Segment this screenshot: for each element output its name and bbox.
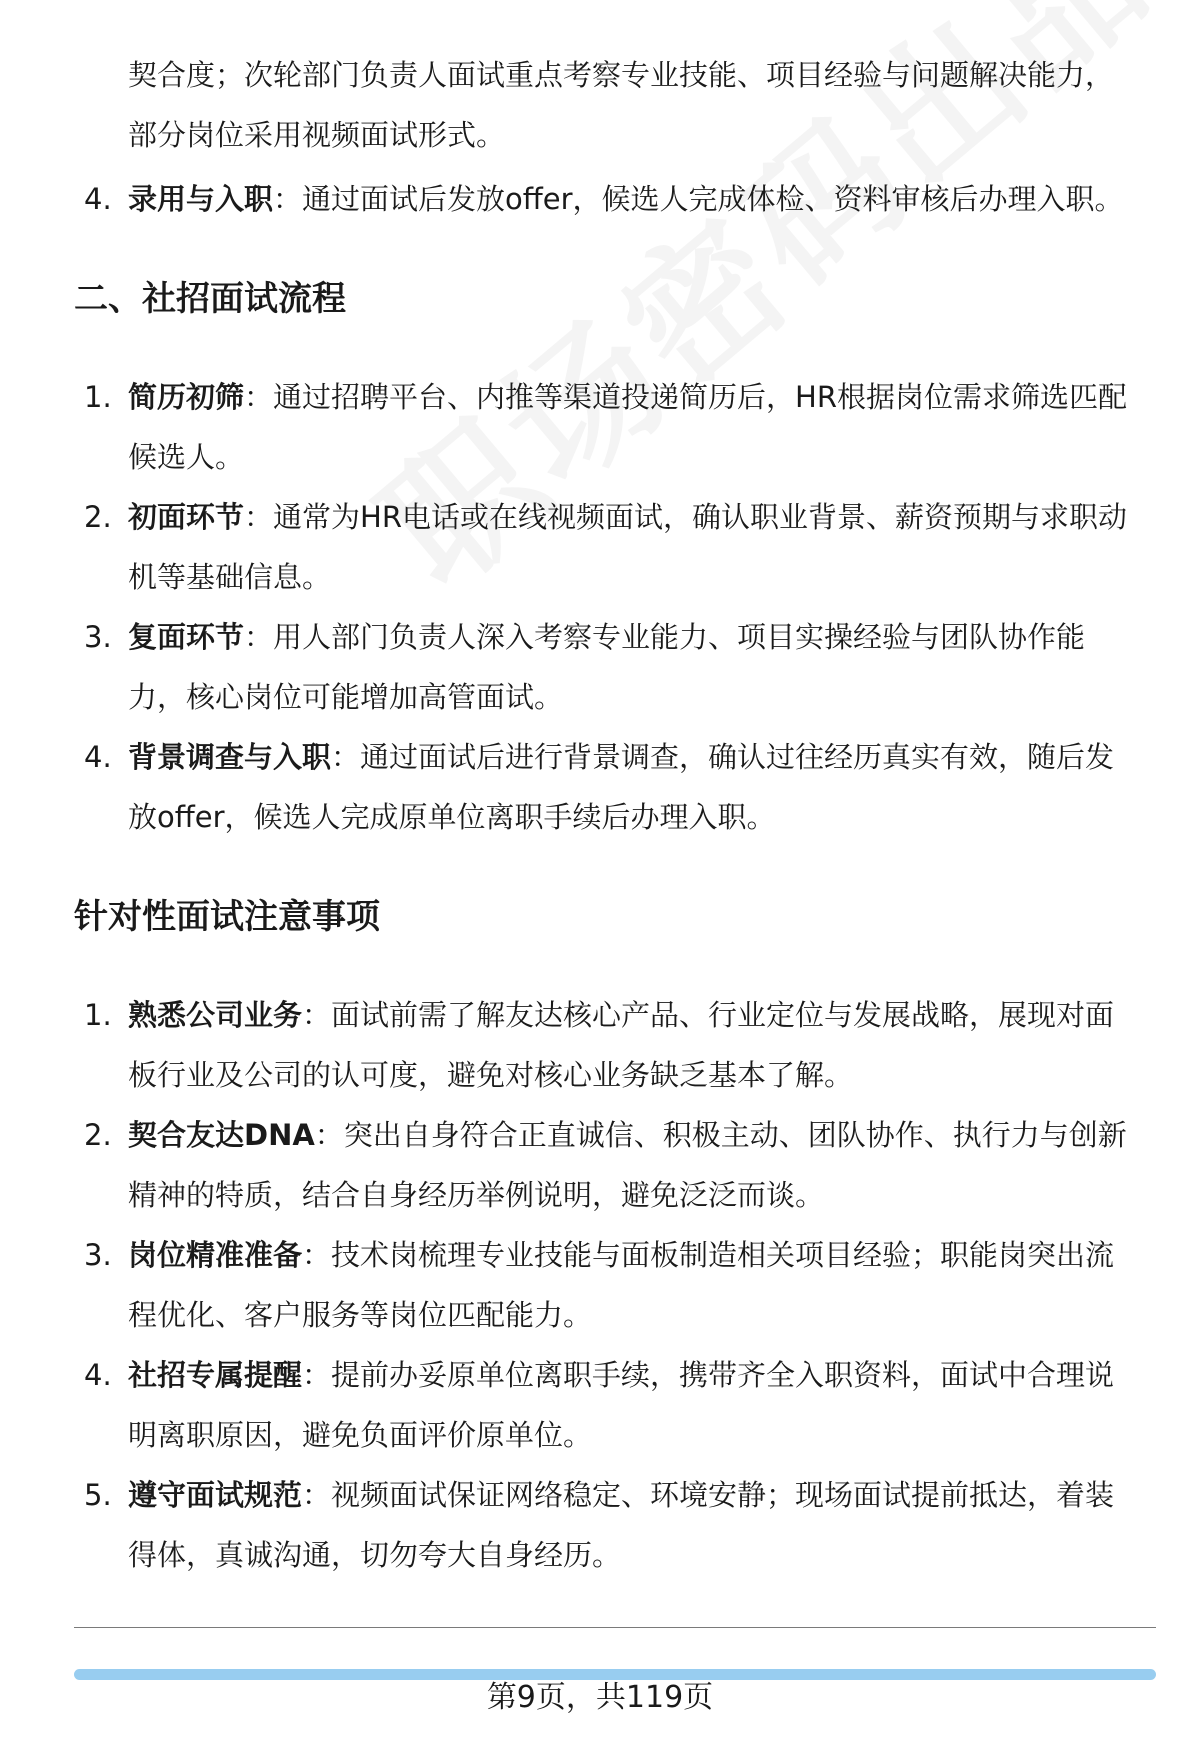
item-text: 精神的特质，结合自身经历举例说明，避免泛泛而谈。	[128, 1178, 825, 1212]
item-text: 力，核心岗位可能增加高管面试。	[128, 680, 564, 714]
section-heading: 二、社招面试流程	[74, 279, 346, 319]
list-number: 3.	[84, 620, 112, 654]
item-term: 初面环节	[128, 500, 245, 534]
item-text: ：通过招聘平台、内推等渠道投递简历后，HR根据岗位需求筛选匹配	[244, 380, 1127, 414]
item-text: 板行业及公司的认可度，避免对核心业务缺乏基本了解。	[128, 1058, 854, 1092]
continued-paragraph	[128, 45, 1158, 165]
list-number: 3.	[84, 1238, 112, 1272]
item-text: ：提前办妥原单位离职手续，携带齐全入职资料，面试中合理说	[302, 1358, 1115, 1392]
text-line: 契合度；次轮部门负责人面试重点考察专业技能、项目经验与问题解决能力，	[128, 58, 1115, 92]
list-number: 2.	[84, 1118, 112, 1152]
item-term: 复面环节	[128, 620, 245, 654]
item-text: 程优化、客户服务等岗位匹配能力。	[128, 1298, 593, 1332]
item-text: 放offer，候选人完成原单位离职手续后办理入职。	[128, 800, 776, 834]
item-text: ：通过面试后进行背景调查，确认过往经历真实有效，随后发	[331, 740, 1115, 774]
list-number: 5.	[84, 1478, 112, 1512]
item-term: 熟悉公司业务	[128, 998, 303, 1032]
item-text: ：通过面试后发放offer，候选人完成体检、资料审核后办理入职。	[273, 182, 1124, 216]
list-number: 4.	[84, 182, 112, 216]
item-text: 明离职原因，避免负面评价原单位。	[128, 1418, 593, 1452]
item-term: 遵守面试规范	[128, 1478, 303, 1512]
item-text: 候选人。	[128, 440, 245, 474]
item-term: 录用与入职	[128, 182, 274, 216]
list-number: 1.	[84, 380, 112, 414]
item-text: ：技术岗梳理专业技能与面板制造相关项目经验；职能岗突出流	[302, 1238, 1115, 1272]
item-text: ：通常为HR电话或在线视频面试，确认职业背景、薪资预期与求职动	[244, 500, 1127, 534]
item-text: ：视频面试保证网络稳定、环境安静；现场面试提前抵达，着装	[302, 1478, 1115, 1512]
list-number: 4.	[84, 1358, 112, 1392]
item-term: 社招专属提醒	[128, 1358, 303, 1392]
section-heading: 针对性面试注意事项	[74, 897, 380, 937]
text-line: 部分岗位采用视频面试形式。	[128, 118, 506, 152]
item-text: 机等基础信息。	[128, 560, 332, 594]
list-number: 4.	[84, 740, 112, 774]
item-term: 简历初筛	[128, 380, 245, 414]
item-text: ：用人部门负责人深入考察专业能力、项目实操经验与团队协作能	[244, 620, 1086, 654]
list-number: 1.	[84, 998, 112, 1032]
item-text: ：面试前需了解友达核心产品、行业定位与发展战略，展现对面	[302, 998, 1115, 1032]
item-term: 背景调查与入职	[128, 740, 332, 774]
footer-divider	[74, 1627, 1156, 1628]
item-term: 岗位精准准备	[128, 1238, 303, 1272]
item-text: 得体，真诚沟通，切勿夸大自身经历。	[128, 1538, 622, 1572]
list-number: 2.	[84, 500, 112, 534]
item-term: 契合友达DNA	[128, 1118, 315, 1152]
item-text: ：突出自身符合正直诚信、积极主动、团队协作、执行力与创新	[314, 1118, 1127, 1152]
page-number: 第9页，共119页	[486, 1680, 714, 1715]
